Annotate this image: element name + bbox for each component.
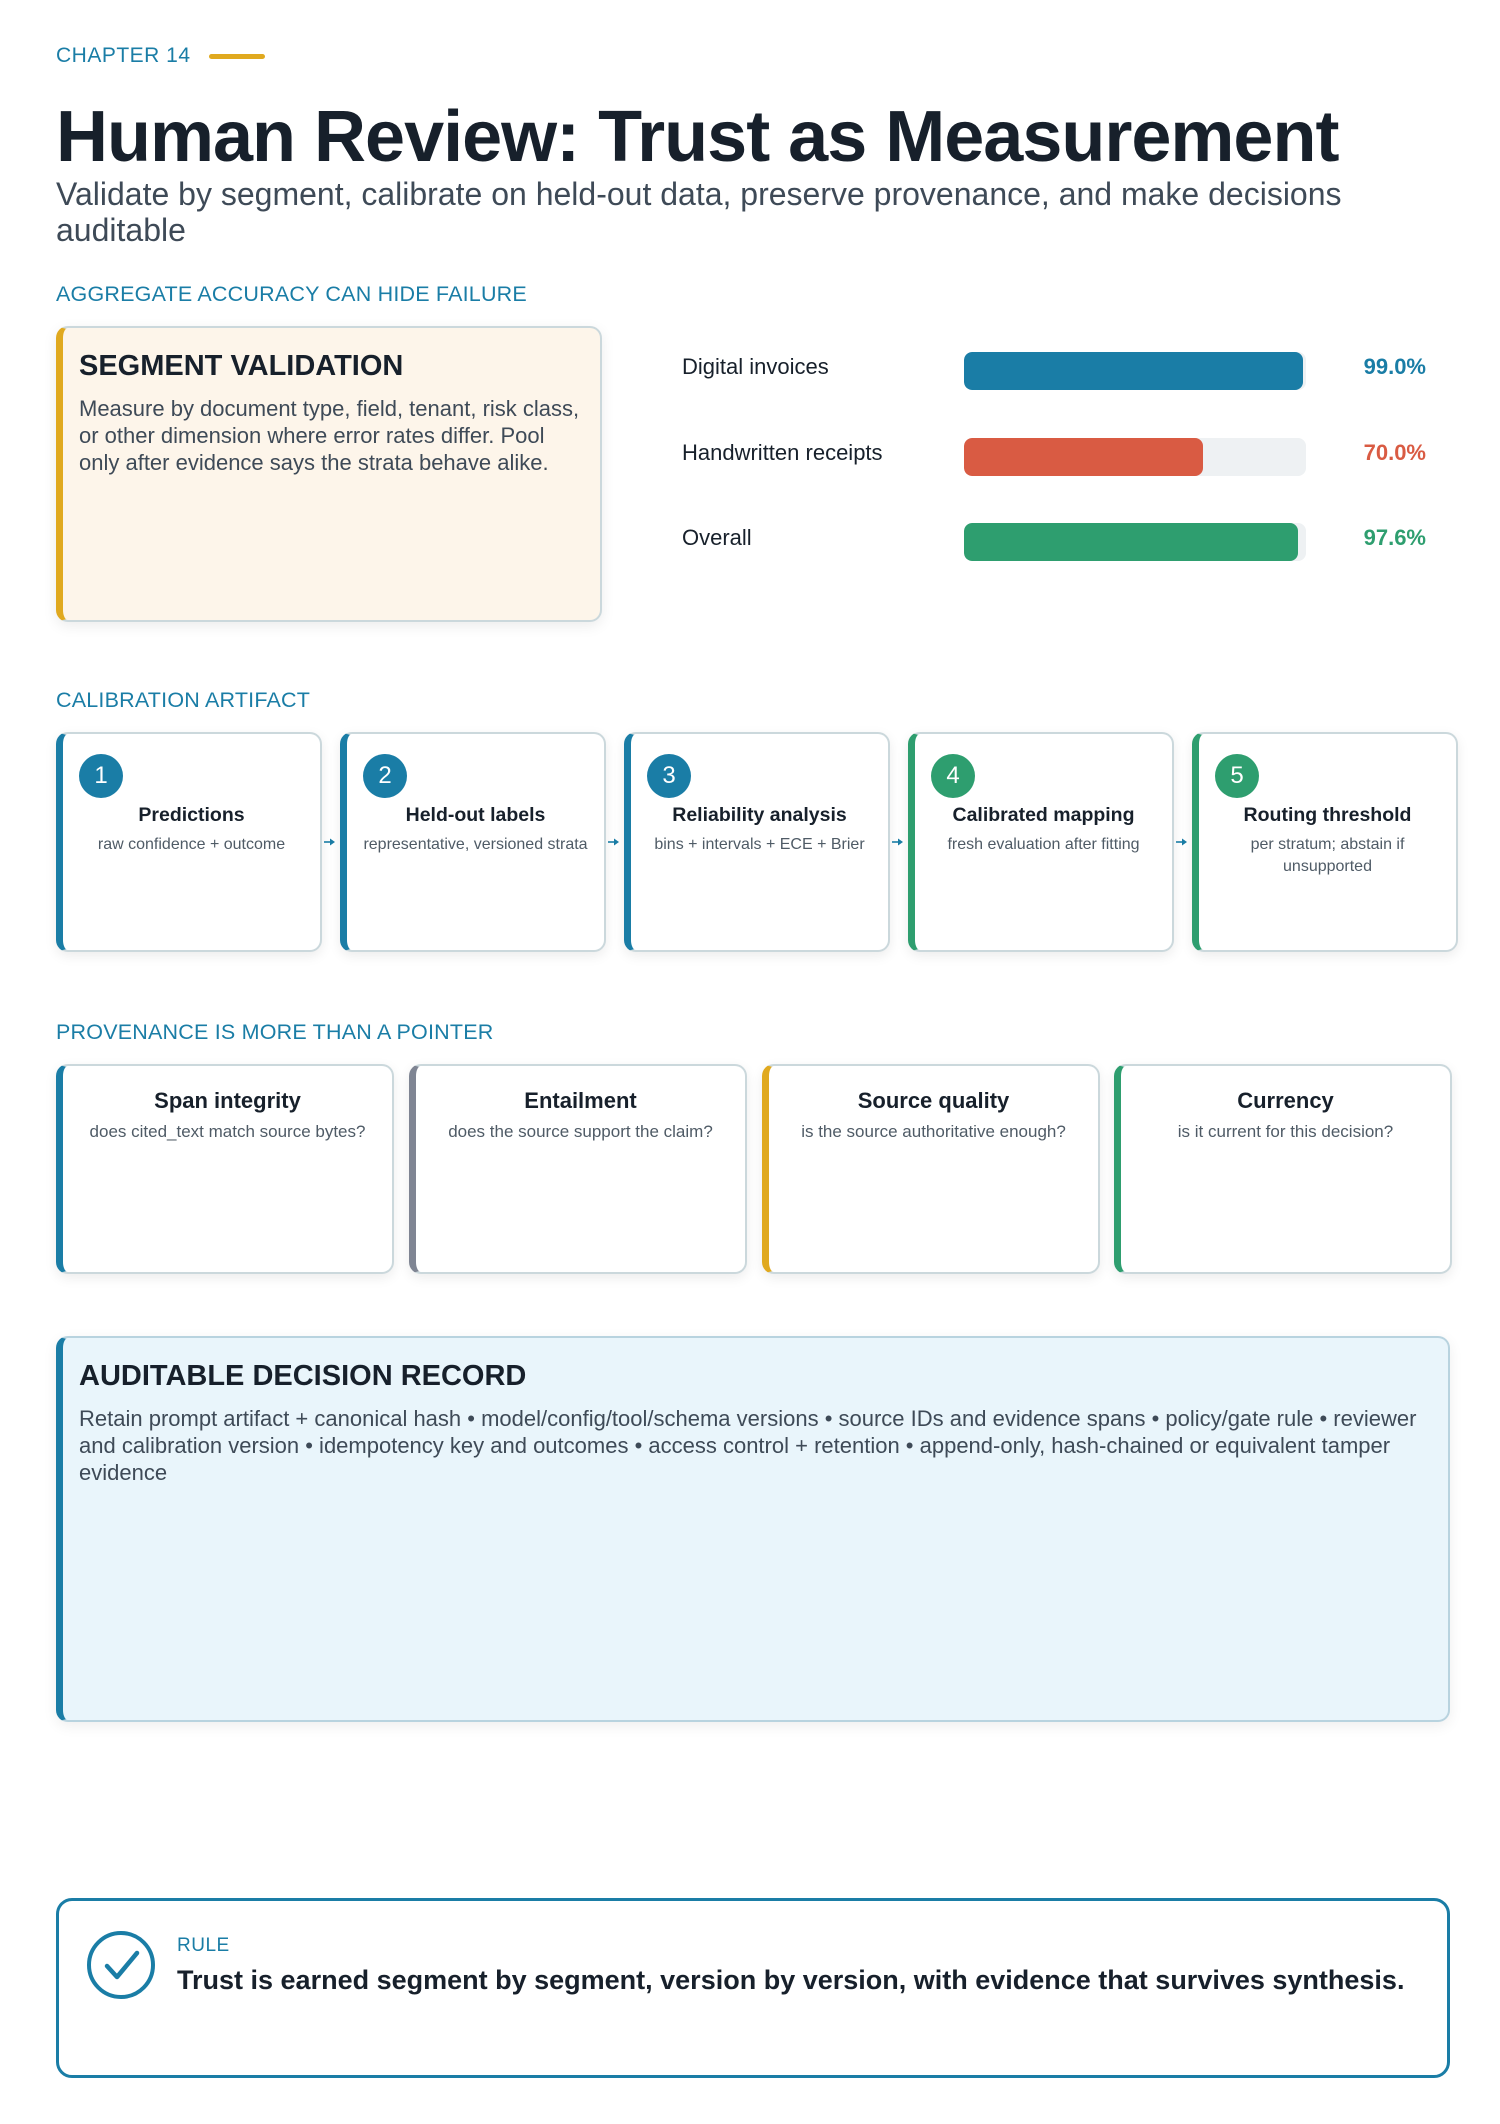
bar-value-label: 70.0% xyxy=(1363,440,1426,465)
step-title: Reliability analysis xyxy=(672,804,847,826)
step-title: Calibrated mapping xyxy=(952,804,1135,826)
arrow-right-icon xyxy=(324,837,336,847)
provenance-title: Source quality xyxy=(857,1088,1010,1113)
section-label-provenance: PROVENANCE IS MORE THAN A POINTER xyxy=(56,1020,494,1044)
provenance-card xyxy=(762,1064,1100,1274)
bar-value-label: 99.0% xyxy=(1363,354,1426,379)
step-subtitle: representative, versioned strata xyxy=(363,836,588,853)
page-title: Human Review: Trust as Measurement xyxy=(56,97,1339,177)
bar xyxy=(964,523,1298,561)
bar xyxy=(964,438,1203,476)
segment-validation-title: SEGMENT VALIDATION xyxy=(79,350,404,382)
arrow-right-icon xyxy=(1176,837,1188,847)
step-title: Routing threshold xyxy=(1243,804,1412,826)
bar-label: Handwritten receipts xyxy=(682,440,883,465)
section-label-aggregate: AGGREGATE ACCURACY CAN HIDE FAILURE xyxy=(56,282,527,306)
step-subtitle: per stratum; abstain if unsupported xyxy=(1250,836,1405,875)
provenance-subtitle: does the source support the claim? xyxy=(448,1122,713,1141)
rule-label: RULE xyxy=(177,1935,230,1956)
arrow-right-icon xyxy=(608,837,620,847)
bar-value-label: 97.6% xyxy=(1363,525,1426,550)
step-number-badge: 2 xyxy=(363,754,407,798)
rule-text: Trust is earned segment by segment, version by version, with evidence that survives synthesis. xyxy=(177,1965,1405,1995)
provenance-subtitle: does cited_text match source bytes? xyxy=(89,1122,366,1141)
step-number-badge: 1 xyxy=(79,754,123,798)
provenance-title: Span integrity xyxy=(154,1088,301,1113)
calibration-step-card xyxy=(908,732,1174,952)
provenance-subtitle: is the source authoritative enough? xyxy=(801,1122,1066,1141)
calibration-step-card xyxy=(1192,732,1458,952)
bar xyxy=(964,352,1303,390)
arrow-right-icon xyxy=(892,837,904,847)
rule-box xyxy=(56,1898,1450,2078)
chapter-header xyxy=(56,44,265,68)
step-number-badge: 3 xyxy=(647,754,691,798)
step-title: Held-out labels xyxy=(405,804,546,826)
chapter-label: CHAPTER 14 xyxy=(56,44,191,67)
bar-row xyxy=(682,436,1442,476)
provenance-card xyxy=(56,1064,394,1274)
page-subtitle: Validate by segment, calibrate on held-out data, preserve provenance, and make decisions auditable xyxy=(56,176,1342,248)
bar-track xyxy=(964,352,1306,390)
section-label-calibration: CALIBRATION ARTIFACT xyxy=(56,688,311,712)
step-subtitle: raw confidence + outcome xyxy=(97,836,286,853)
step-title: Predictions xyxy=(138,804,245,826)
bar-row xyxy=(682,350,1442,390)
provenance-title: Entailment xyxy=(524,1088,637,1113)
bar-track xyxy=(964,438,1306,476)
step-subtitle: bins + intervals + ECE + Brier xyxy=(654,836,865,853)
bar-track xyxy=(964,523,1306,561)
bar-label: Overall xyxy=(682,525,752,550)
decision-record-card xyxy=(56,1336,1450,1722)
segment-validation-body: Measure by document type, field, tenant, risk class, or other dimension where error rates differ. Pool only after evidence says the strata behave alike. xyxy=(79,396,580,475)
step-subtitle: fresh evaluation after fitting xyxy=(947,836,1140,853)
bar-row xyxy=(682,521,1442,561)
provenance-card xyxy=(409,1064,747,1274)
provenance-title: Currency xyxy=(1237,1088,1334,1113)
calibration-step-card xyxy=(624,732,890,952)
provenance-card xyxy=(1114,1064,1452,1274)
calibration-step-card xyxy=(340,732,606,952)
chapter-accent-bar xyxy=(209,54,265,59)
decision-record-body: Retain prompt artifact + canonical hash • model/config/tool/schema versions • source IDs and evidence spans • policy/gate rule • reviewer and calibration version • idempotency key and outcomes • access control + retention • append-only, hash-chained or equivalent tamper evidence xyxy=(79,1406,1417,1485)
bar-label: Digital invoices xyxy=(682,354,829,379)
check-circle-icon xyxy=(85,1929,157,2001)
step-number-badge: 4 xyxy=(931,754,975,798)
decision-record-title: AUDITABLE DECISION RECORD xyxy=(79,1360,527,1392)
segment-validation-card xyxy=(56,326,602,622)
step-number-badge: 5 xyxy=(1215,754,1259,798)
calibration-step-card xyxy=(56,732,322,952)
provenance-subtitle: is it current for this decision? xyxy=(1177,1122,1394,1141)
